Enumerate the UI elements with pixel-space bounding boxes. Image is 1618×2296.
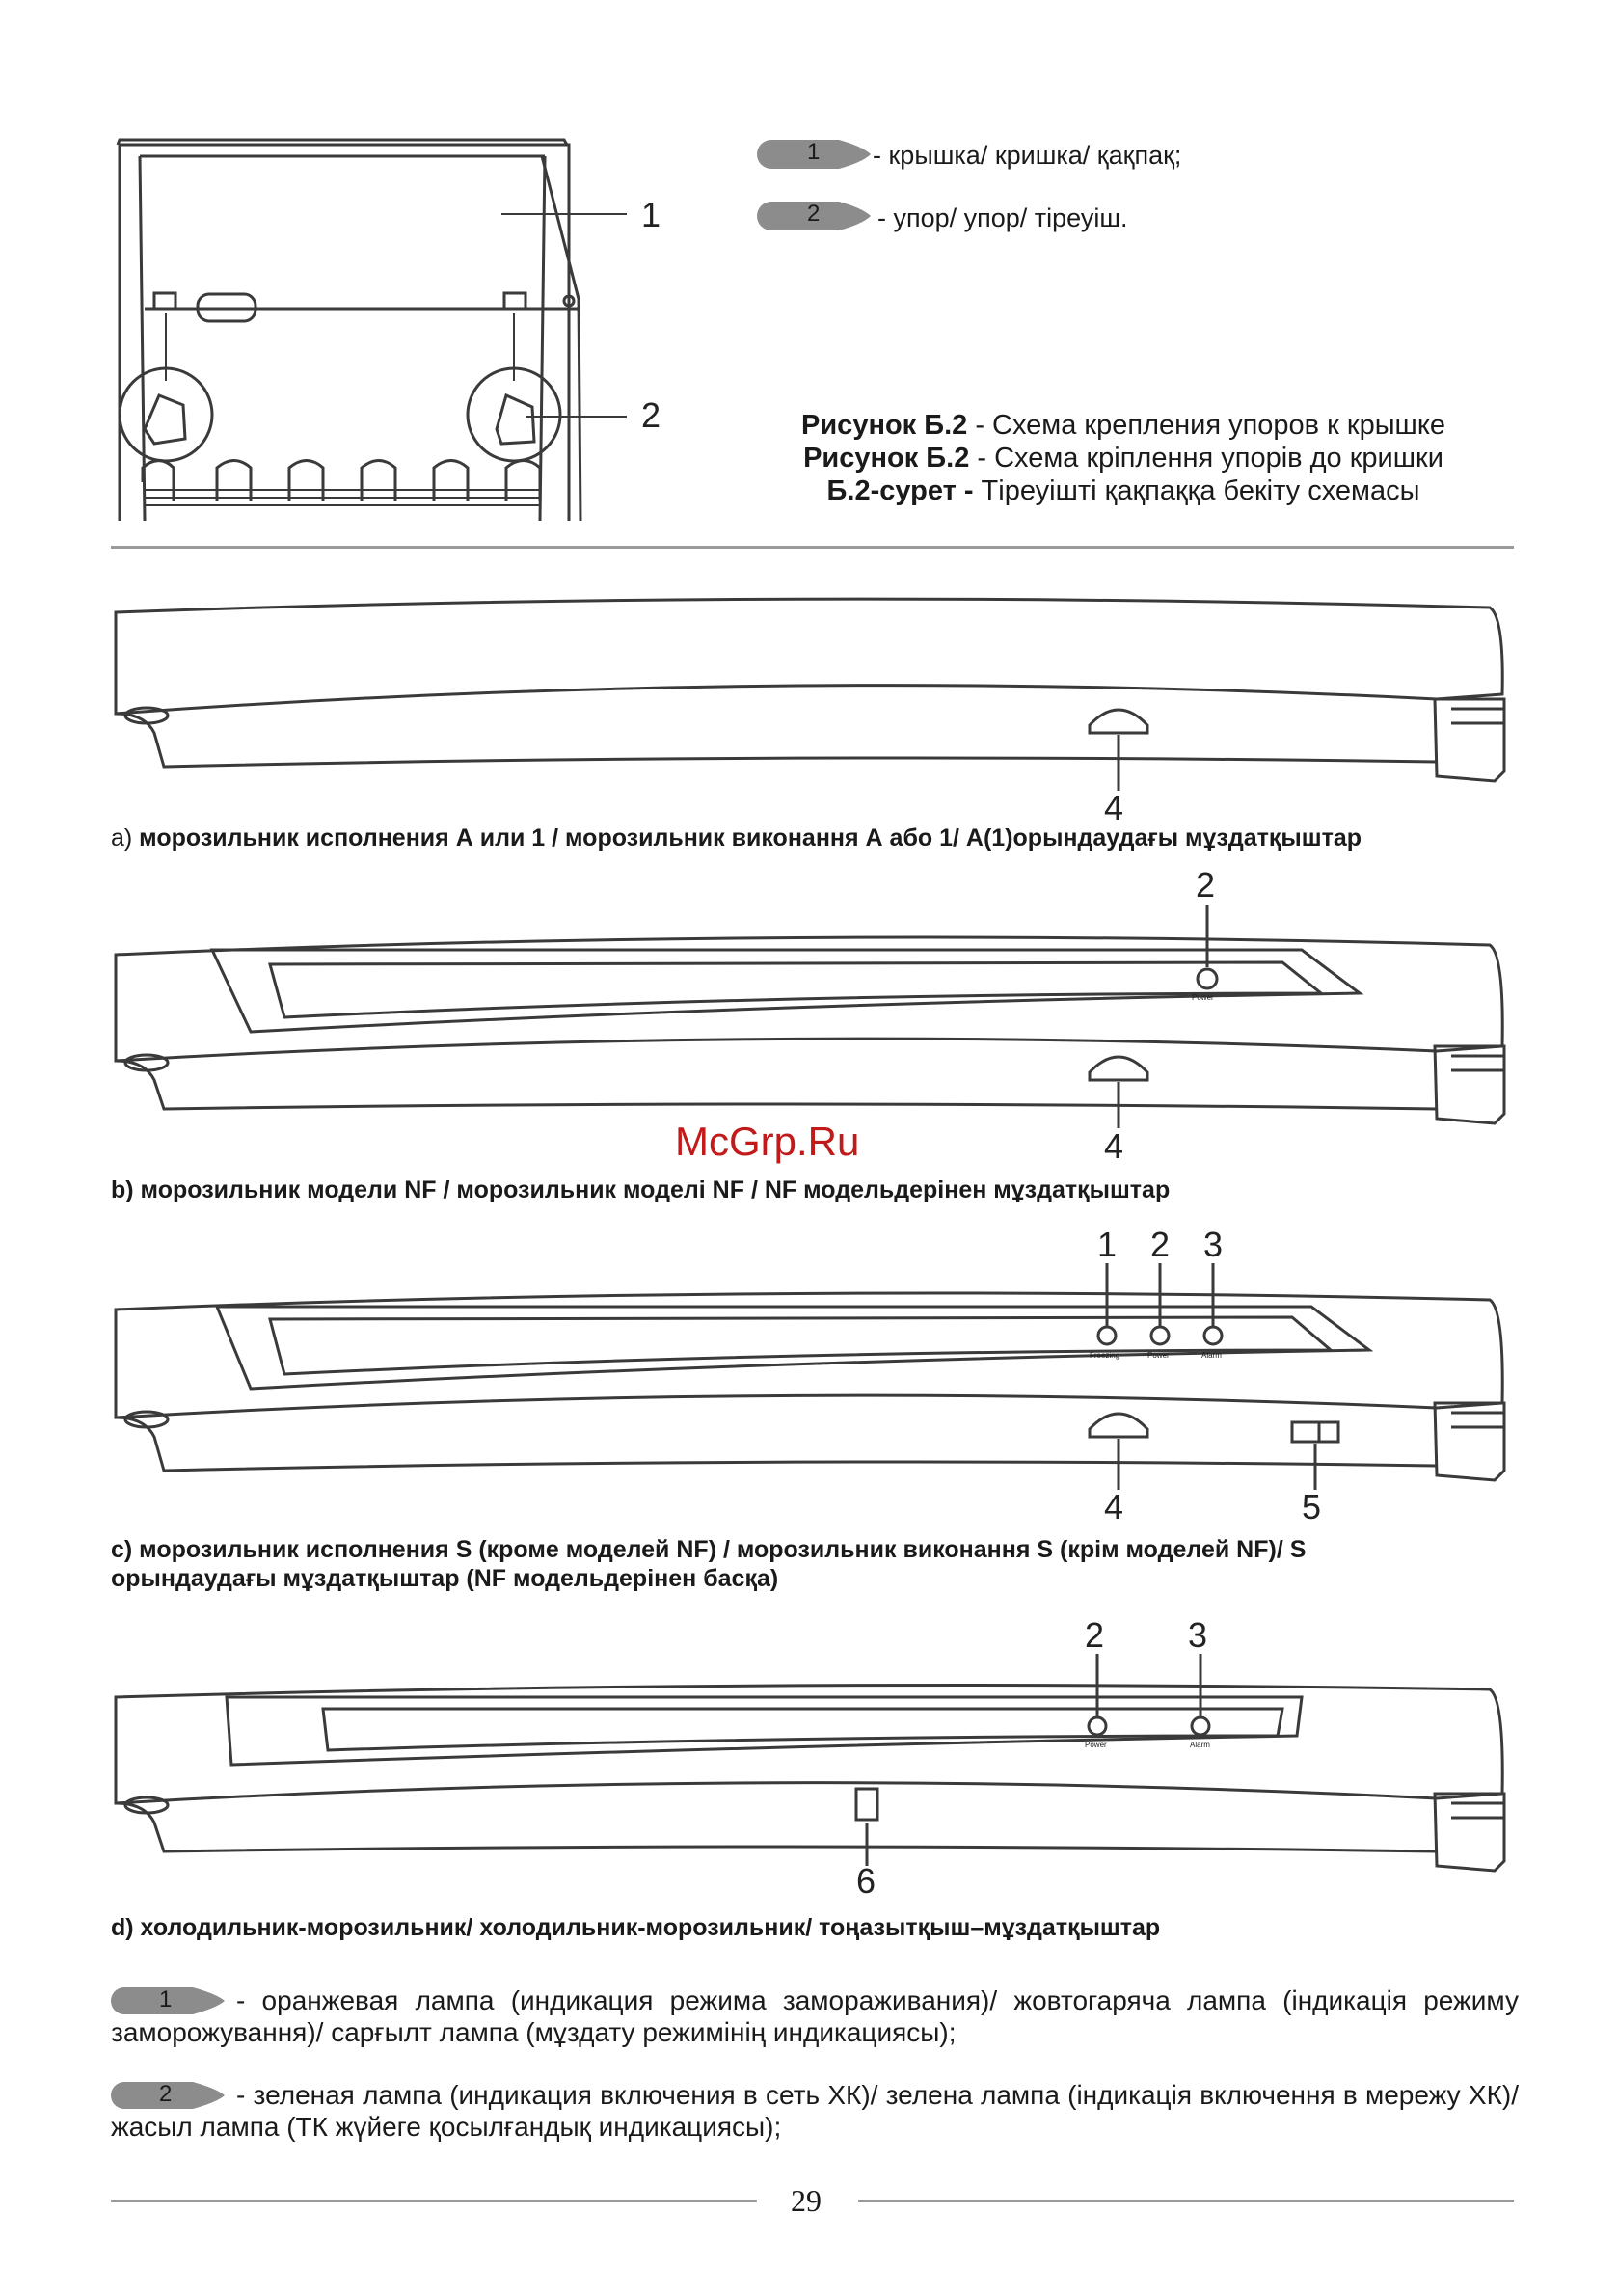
legend-badge-label: 1	[159, 1986, 173, 2012]
figure-caption-line: Б.2-сурет - Тіреуішті қақпаққа бекіту схемасы	[826, 475, 1420, 506]
lamp-legend-green: - зеленая лампа (индикация включения в сеть ХК)/ зелена лампа (індикація включення в мережу ХК)/ жасыл лампа (ТК жүйеге қосылғандық индикациясы);	[111, 2080, 1519, 2142]
callout-number: 6	[856, 1861, 876, 1901]
panel-a-caption: а) морозильник исполнения А или 1 / морозильник виконання А або 1/ А(1)орындаудағы мұздатқыштар	[111, 824, 1362, 851]
page-number: 29	[791, 2183, 822, 2218]
callout-number: 4	[1104, 1487, 1124, 1526]
callout-number: 4	[1104, 788, 1124, 827]
lamp-label: Freezing	[1090, 1351, 1120, 1360]
legend-text-stop: - упор/ упор/ тіреуіш.	[877, 203, 1128, 232]
callout-number: 2	[1150, 1225, 1171, 1264]
panel-d-caption: d) холодильник-морозильник/ холодильник-морозильник/ тоңазытқыш–мұздатқыштар	[111, 1914, 1161, 1941]
figure-caption-line: Рисунок Б.2 - Схема крепления упоров к крышке	[801, 410, 1445, 441]
lamp-label: Alarm	[1190, 1741, 1210, 1749]
lamp-label: Power	[1192, 993, 1214, 1002]
panel-c-caption-line2: орындаудағы мұздатқыштар (NF модельдерінен басқа)	[111, 1565, 779, 1592]
footer-rule-right	[858, 2200, 1514, 2202]
lamp-label: Alarm	[1201, 1351, 1222, 1360]
figure-caption-line: Рисунок Б.2 - Схема кріплення упорів до кришки	[803, 443, 1443, 473]
callout-number: 2	[641, 395, 661, 435]
legend-badge-label: 2	[807, 201, 821, 227]
legend-text-lid: - крышка/ кришка/ қақпақ;	[873, 141, 1182, 170]
lamp-label: Power	[1147, 1351, 1170, 1360]
callout-number: 2	[1196, 865, 1216, 905]
callout-number: 1	[641, 195, 661, 234]
callout-number: 3	[1203, 1225, 1224, 1264]
callout-number: 5	[1302, 1487, 1322, 1526]
callout-number: 4	[1104, 1126, 1124, 1166]
legend-badge-label: 1	[807, 139, 821, 165]
watermark: McGrp.Ru	[675, 1119, 860, 1164]
callout-number: 1	[1097, 1225, 1118, 1264]
callout-number: 3	[1188, 1615, 1208, 1655]
panel-c-caption-line1: с) морозильник исполнения S (кроме моделей NF) / морозильник виконання S (крім моделей NF)/ S	[111, 1536, 1307, 1563]
callout-number: 2	[1085, 1615, 1105, 1655]
lamp-label: Power	[1085, 1741, 1107, 1749]
lamp-legend-orange: - оранжевая лампа (индикация режима замораживания)/ жовтогаряча лампа (індикація режиму заморожування)/ сарғылт лампа (мұздату режимінің индикациясы);	[111, 1985, 1519, 2047]
footer-rule-left	[111, 2200, 757, 2202]
panel-b-caption: b) морозильник модели NF / морозильник моделі NF / NF модельдерінен мұздатқыштар	[111, 1176, 1171, 1203]
legend-badge-label: 2	[159, 2081, 173, 2107]
